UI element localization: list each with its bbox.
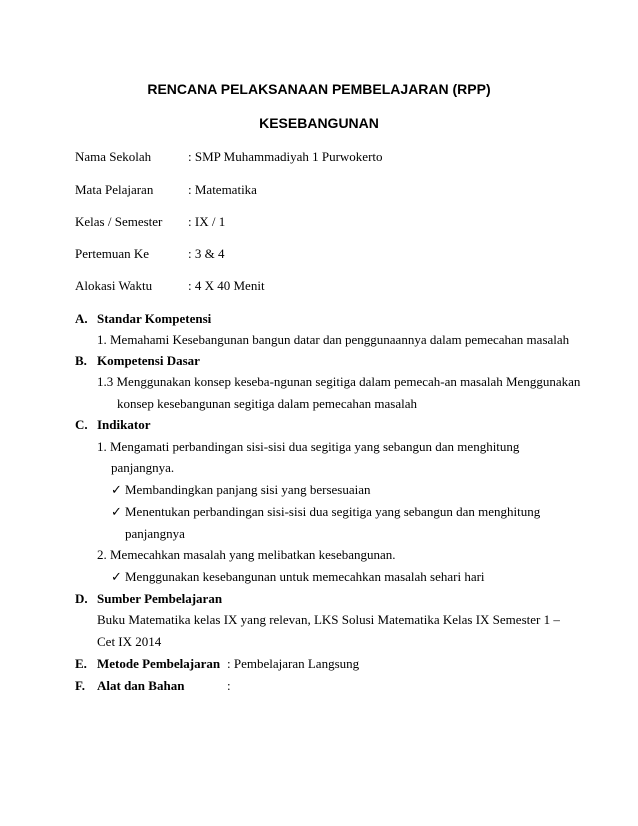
indicator-item-2: 2. Memecahkan masalah yang melibatkan kesebangunan. [97,547,396,562]
section-b-line: konsep kesebangunan segitiga dalam pemecahan masalah [117,396,417,411]
info-row-meeting [75,246,595,264]
check-text: Membandingkan panjang sisi yang bersesuaian [125,482,371,497]
section-title: Indikator [97,417,151,432]
info-row-class-semester [75,214,595,232]
section-letter: C. [75,417,88,432]
section-a-item: 1. Memahami Kesebangunan bangun datar dan penggunaannya dalam pemecahan masalah [97,332,570,347]
info-value: : SMP Muhammadiyah 1 Purwokerto [188,149,383,164]
indicator-item-1: 1. Mengamati perbandingan sisi-sisi dua segitiga yang sebangun dan menghitung [97,439,520,454]
info-value: : IX / 1 [188,214,226,229]
section-letter: E. [75,656,87,671]
section-letter: B. [75,353,87,368]
info-label: Mata Pelajaran [75,182,154,197]
info-row-school [75,149,595,167]
document-subtitle: KESEBANGUNAN [259,115,379,131]
indicator-check-2 [111,504,540,520]
info-label: Kelas / Semester [75,214,163,229]
check-text: Menentukan perbandingan sisi-sisi dua segitiga yang sebangun dan menghitung [125,504,541,519]
info-label: Nama Sekolah [75,149,152,164]
indicator-check-1 [111,482,371,498]
info-row-time-allocation [75,278,595,296]
info-label: Pertemuan Ke [75,246,150,261]
section-e-heading [75,656,595,672]
section-title: Alat dan Bahan [97,678,185,693]
checkmark-icon: ✓ [111,482,122,497]
section-value: : Pembelajaran Langsung [227,656,360,671]
section-letter: F. [75,678,85,693]
indicator-item-1-cont: panjangnya. [111,460,175,475]
section-letter: A. [75,311,88,326]
section-d-heading [75,591,222,607]
checkmark-icon: ✓ [111,569,122,584]
section-f-heading [75,678,595,694]
section-b-heading [75,353,200,369]
info-row-subject [75,182,595,200]
section-a-heading [75,311,211,327]
checkmark-icon: ✓ [111,504,122,519]
check-text: Menggunakan kesebangunan untuk memecahkan masalah sehari hari [125,569,485,584]
section-d-line: Cet IX 2014 [97,634,162,649]
section-d-line: Buku Matematika kelas IX yang relevan, LKS Solusi Matematika Kelas IX Semester 1 – [97,612,560,627]
info-value: : Matematika [188,182,257,197]
section-c-heading [75,417,150,433]
section-value: : [227,678,231,693]
indicator-check-2-cont: panjangnya [125,526,185,541]
section-title: Sumber Pembelajaran [97,591,223,606]
document-title: RENCANA PELAKSANAAN PEMBELAJARAN (RPP) [147,81,491,97]
section-letter: D. [75,591,88,606]
info-label: Alokasi Waktu [75,278,153,293]
section-title: Standar Kompetensi [97,311,212,326]
section-title: Kompetensi Dasar [97,353,200,368]
indicator-check-3 [111,569,485,585]
section-title: Metode Pembelajaran [97,656,221,671]
section-b-line: 1.3 Menggunakan konsep keseba-ngunan segitiga dalam pemecah-an masalah Menggunakan [97,374,581,389]
info-value: : 3 & 4 [188,246,225,261]
info-value: : 4 X 40 Menit [188,278,265,293]
